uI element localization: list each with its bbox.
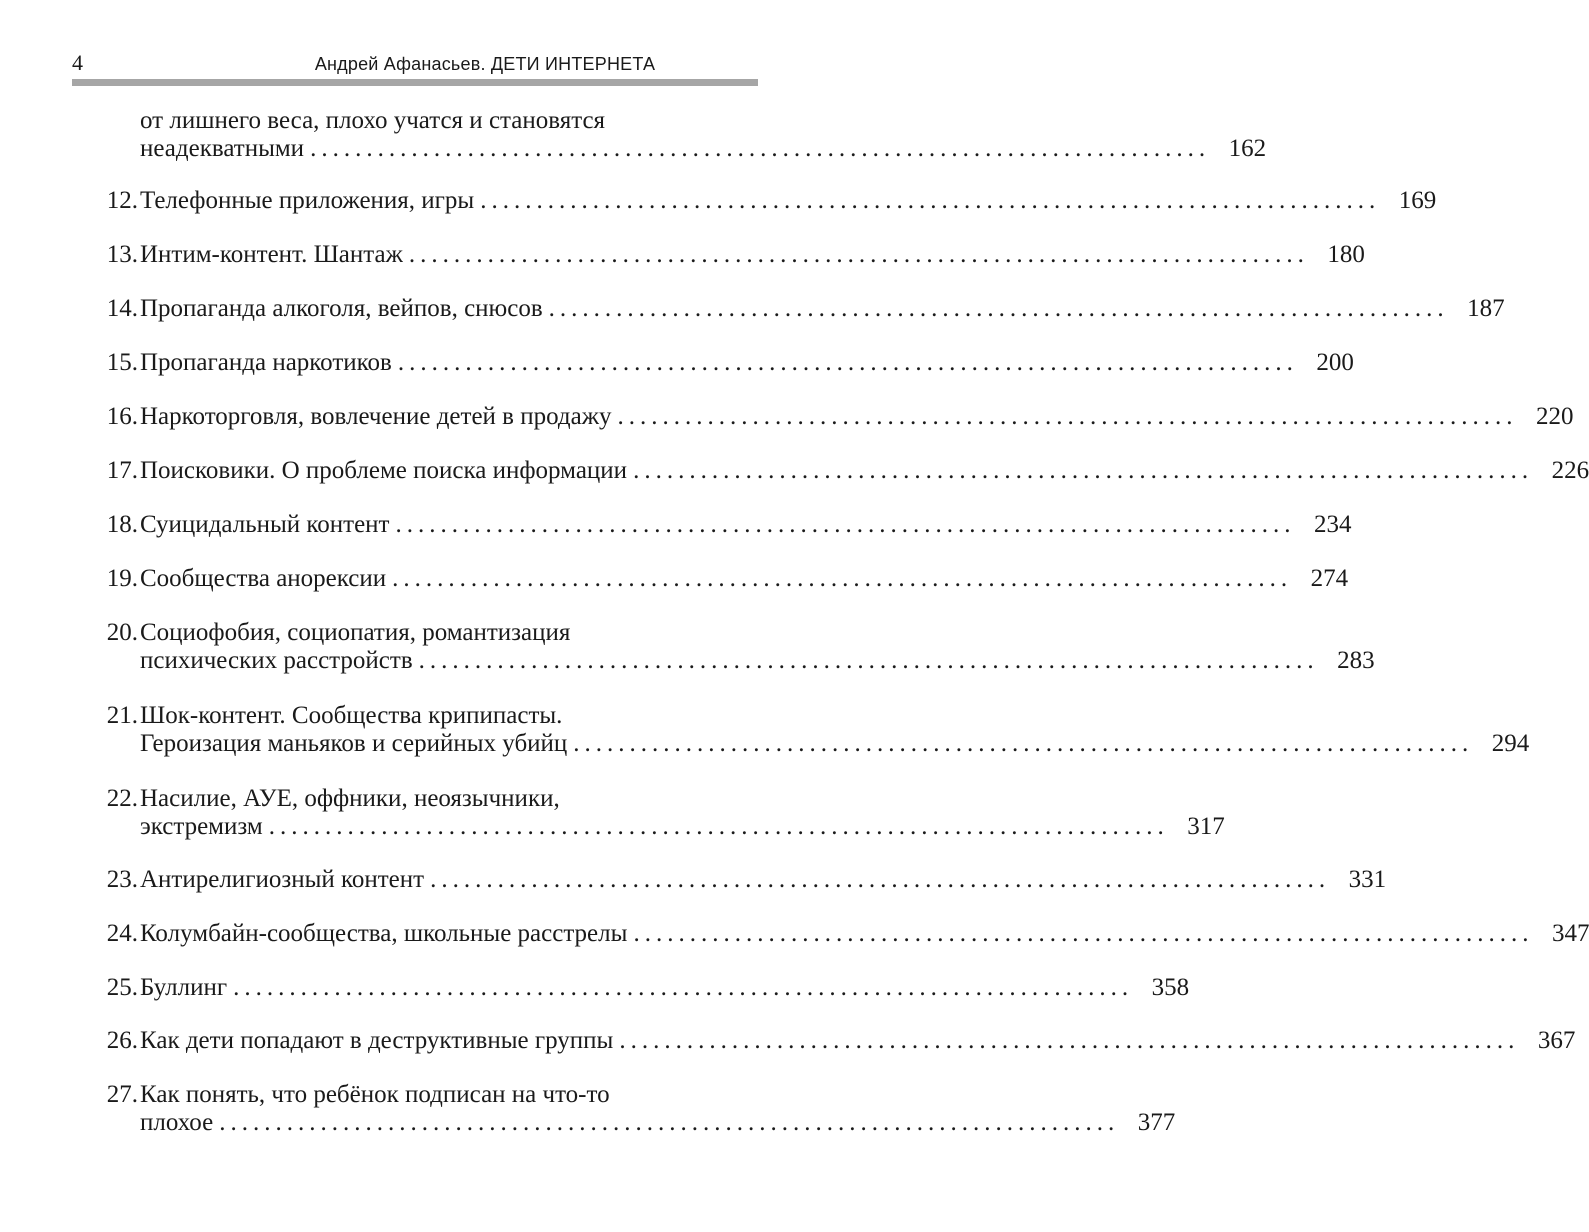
dot-leader: ................................................................................	[310, 135, 1211, 162]
dot-leader: ................................................................................	[573, 730, 1474, 757]
toc-entry-page: 358	[1151, 974, 1190, 1001]
dot-leader: ................................................................................	[418, 647, 1319, 674]
dot-leader: ................................................................................	[633, 457, 1534, 484]
dot-leader: ................................................................................	[397, 349, 1298, 376]
toc-entry-number: 22.	[106, 785, 138, 812]
dot-leader: ................................................................................	[395, 511, 1296, 538]
dot-leader: ................................................................................	[392, 565, 1293, 592]
toc-entry-number: 23.	[106, 866, 138, 893]
toc-entry-page: 162	[1228, 135, 1267, 162]
toc-entry-page: 274	[1310, 565, 1349, 592]
toc-entry-number: 18.	[106, 511, 138, 538]
toc-entry-page: 180	[1327, 241, 1365, 268]
toc-entry-number: 17.	[106, 457, 138, 484]
toc-entry-number: 15.	[106, 349, 138, 376]
toc-entry-page: 294	[1491, 730, 1530, 757]
toc-entry-number: 21.	[106, 702, 138, 729]
toc-entry-page: 234	[1314, 511, 1352, 538]
toc-entry-title: Суицидальный контент	[140, 511, 390, 538]
toc-entry-title: Как дети попадают в деструктивные группы	[140, 1027, 614, 1054]
toc-entry-number: 14.	[106, 295, 138, 322]
toc-entry-number: 24.	[106, 920, 138, 947]
toc-entry-title: Колумбайн-сообщества, школьные расстрелы	[140, 920, 628, 947]
toc-entry-page: 220	[1535, 403, 1574, 430]
toc-entry-line1: от лишнего веса, плохо учатся и становятся	[140, 107, 606, 134]
toc-entry-number: 16.	[106, 403, 138, 430]
toc-entry-line1: Социофобия, социопатия, романтизация	[140, 619, 571, 646]
toc-entry-page: 367	[1537, 1027, 1576, 1054]
toc-entry-title: Антирелигиозный контент	[140, 866, 425, 893]
toc-entry-number: 19.	[106, 565, 138, 592]
dot-leader: ................................................................................	[633, 920, 1534, 947]
toc-entry-page: 347	[1551, 920, 1589, 947]
dot-leader: ................................................................................	[408, 241, 1309, 268]
toc-entry-number: 12.	[106, 187, 138, 214]
dot-leader: ................................................................................	[480, 187, 1381, 214]
toc-entry-page: 377	[1137, 1109, 1176, 1136]
toc-entry-line1: Шок-контент. Сообщества крипипасты.	[140, 702, 563, 729]
dot-leader: ................................................................................	[268, 813, 1169, 840]
toc-entry-page: 187	[1467, 295, 1505, 322]
toc-entry-title: психических расстройств	[140, 647, 413, 674]
toc-entry-number: 26.	[106, 1027, 138, 1054]
dot-leader: ................................................................................	[548, 295, 1449, 322]
header-title: Андрей Афанасьев. ДЕТИ ИНТЕРНЕТА	[314, 54, 656, 74]
toc-entry-title: Интим-контент. Шантаж	[140, 241, 403, 268]
dot-leader: ................................................................................	[619, 1027, 1520, 1054]
dot-leader: ................................................................................	[430, 866, 1331, 893]
dot-leader: ................................................................................	[219, 1109, 1120, 1136]
toc-entry-title: плохое	[140, 1109, 214, 1136]
toc-entry-title: неадекватными	[140, 135, 305, 162]
toc-entry-line1: Как понять, что ребёнок подписан на что-то	[140, 1081, 610, 1108]
toc-entry-title: Буллинг	[140, 974, 228, 1001]
toc-entry-page: 283	[1337, 647, 1375, 674]
toc-entry-line1: Насилие, АУЕ, оффники, неоязычники,	[140, 785, 560, 812]
toc-entry-page: 200	[1316, 349, 1354, 376]
toc-entry-title: Пропаганда наркотиков	[140, 349, 392, 376]
toc-entry-title: экстремизм	[140, 813, 263, 840]
dot-leader: ................................................................................	[233, 974, 1134, 1001]
toc-entry-title: Телефонные приложения, игры	[140, 187, 475, 214]
toc-entry-page: 226	[1551, 457, 1589, 484]
toc-entry-number: 27.	[106, 1081, 138, 1108]
page-number: 4	[72, 50, 83, 75]
dot-leader: ................................................................................	[617, 403, 1518, 430]
toc-entry-title: Наркоторговля, вовлечение детей в продажу	[140, 403, 612, 430]
toc-entry-page: 169	[1398, 187, 1437, 214]
toc-entry-number: 20.	[106, 619, 138, 646]
toc-entry-page: 317	[1187, 813, 1225, 840]
toc-entry-title: Героизация маньяков и серийных убийц	[140, 730, 568, 757]
toc-entry-number: 25.	[106, 974, 138, 1001]
toc-entry-title: Поисковики. О проблеме поиска информации	[140, 457, 628, 484]
toc-entry-page: 331	[1348, 866, 1387, 893]
toc-entry-title: Сообщества анорексии	[140, 565, 387, 592]
toc-entry-number: 13.	[106, 241, 138, 268]
toc-entry-title: Пропаганда алкоголя, вейпов, снюсов	[140, 295, 543, 322]
